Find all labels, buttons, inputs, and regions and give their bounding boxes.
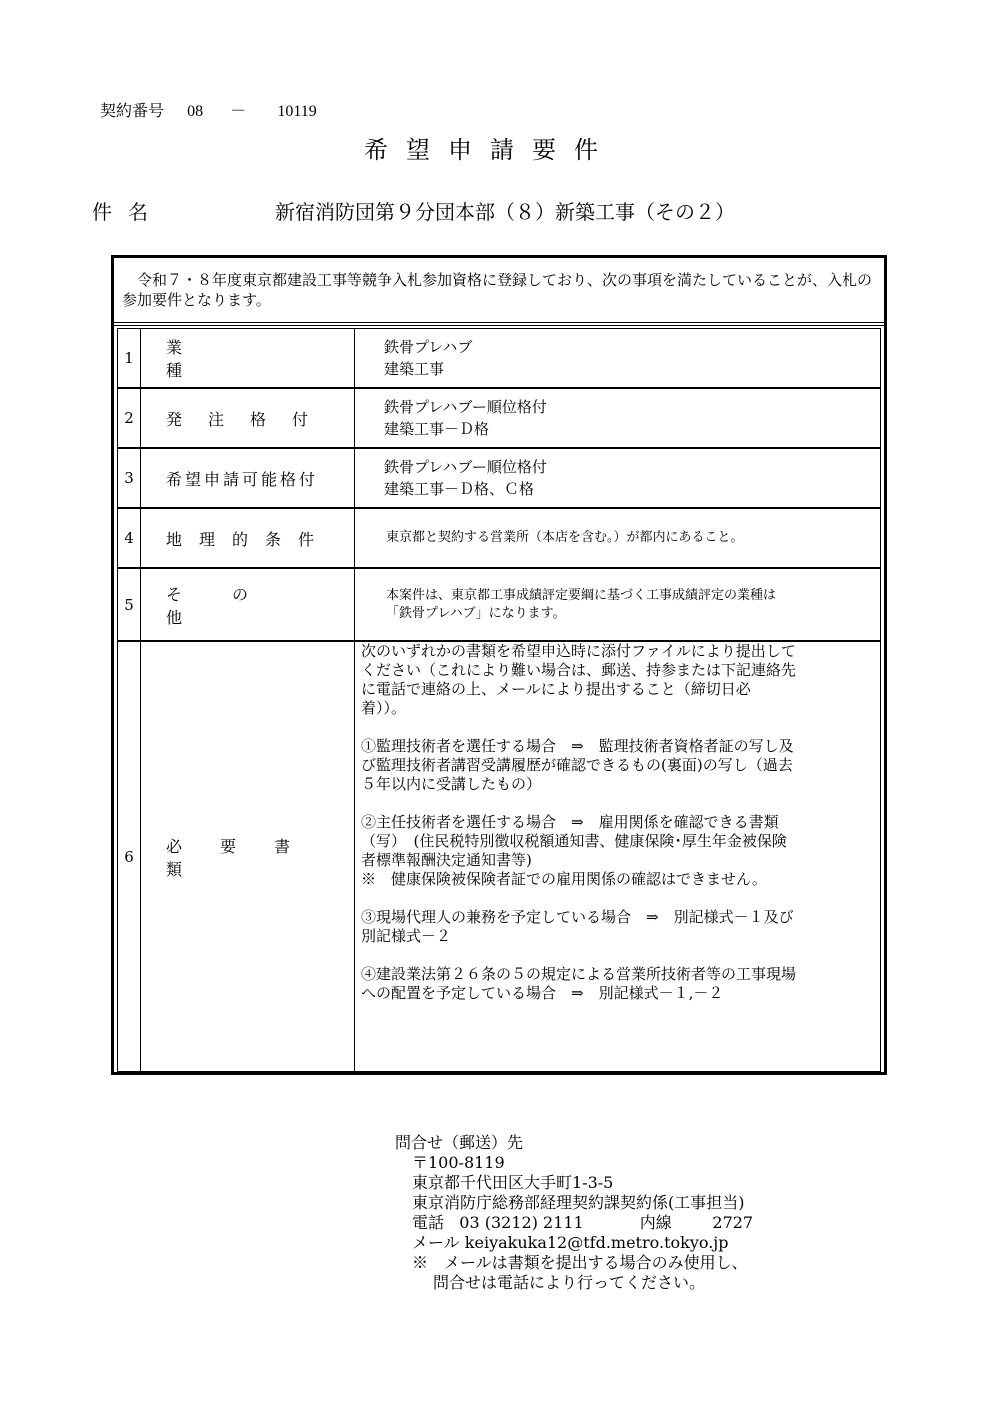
subject-label: 件名 xyxy=(92,200,164,224)
row-value xyxy=(358,389,880,447)
row-item xyxy=(140,509,355,567)
doc-line: ください（これにより難い場合は、郵送、持参または下記連絡先 xyxy=(361,661,797,679)
doc-line: ①監理技術者を選任する場合 ⇒ 監理技術者資格者証の写し及 xyxy=(361,737,794,755)
doc-line: ④建設業法第２６条の５の規定による営業所技術者等の工事現場 xyxy=(361,965,797,983)
mail-address[interactable]: keiyakuka12@tfd.metro.tokyo.jp xyxy=(464,1233,729,1252)
contact-phone-line xyxy=(395,1213,753,1233)
row-number: 3 xyxy=(118,449,141,507)
contact-info xyxy=(395,1133,753,1293)
row-item xyxy=(140,569,355,640)
row-number: 5 xyxy=(118,569,141,640)
contact-dept: 東京消防庁総務部経理契約課契約係(工事担当) xyxy=(412,1193,745,1212)
row-value xyxy=(358,509,880,567)
doc-line: び監理技術者講習受講履歴が確認できるもの(裏面)の写し（過去 xyxy=(361,756,793,774)
divider xyxy=(114,325,884,326)
doc-line: ③現場代理人の兼務を予定している場合 ⇒ 別記様式－１及び xyxy=(361,908,794,926)
row-number: 4 xyxy=(118,509,141,567)
row-number: 2 xyxy=(118,389,141,447)
required-documents xyxy=(358,642,880,1022)
doc-line: 者標準報酬決定通知書等) xyxy=(361,851,532,869)
table-row xyxy=(117,388,881,448)
doc-line: （写） (住民税特別徴収税額通知書、健康保険･厚生年金被保険 xyxy=(361,832,787,850)
doc-line: 着））。 xyxy=(361,699,407,717)
table-row xyxy=(117,448,881,508)
subject-value: 新宿消防団第９分団本部（８）新築工事（その２） xyxy=(275,200,735,224)
row-item xyxy=(140,389,355,447)
row-number: 6 xyxy=(118,642,141,1071)
ext-label: 内線 xyxy=(639,1213,672,1232)
contract-number-dash: － xyxy=(230,101,247,120)
row-item-label: 発注格付 xyxy=(166,409,335,429)
row-value xyxy=(358,569,880,640)
row-value-line: 鉄骨プレハブー順位格付 xyxy=(384,398,547,416)
doc-line: ※ 健康保険被保険者証での雇用関係の確認はできません。 xyxy=(361,870,767,888)
row-item-label: 希望申請可能格付 xyxy=(166,469,319,489)
phone-number: 03 (3212) 2111 xyxy=(459,1213,584,1232)
contract-number-value: 10119 xyxy=(277,103,317,120)
row-value-line: 本案件は、東京都工事成績評定要綱に基づく工事成績評定の業種は xyxy=(386,587,777,603)
table-row xyxy=(117,508,881,568)
row-value-line: 建築工事－Ｄ格 xyxy=(384,420,490,438)
table-row xyxy=(117,328,881,388)
row-value xyxy=(358,329,880,387)
doc-paragraph xyxy=(361,642,872,718)
row-value-line: 鉄骨プレハブ xyxy=(384,338,473,356)
contact-note: 問合せは電話により行ってください。 xyxy=(433,1273,706,1292)
contract-number xyxy=(100,98,317,121)
doc-line: への配置を予定している場合 ⇒ 別記様式－１,－２ xyxy=(361,984,724,1002)
mail-label: メール xyxy=(412,1233,460,1252)
row-value-line: 鉄骨プレハブー順位格付 xyxy=(384,458,547,476)
row-item-label: 業種 xyxy=(166,338,303,380)
row-item-label: 地理的条件 xyxy=(166,529,332,549)
contact-postal: 〒100-8119 xyxy=(412,1153,505,1172)
phone-label: 電話 xyxy=(412,1213,445,1232)
row-item-label: その他 xyxy=(166,584,299,627)
page-title: 希望申請要件 xyxy=(364,136,616,164)
intro-text: 令和７・８年度東京都建設工事等競争入札参加資格に登録しており、次の事項を満たしていることが、入札の参加要件となります。 xyxy=(122,271,873,309)
row-value-line: 建築工事－Ｄ格、Ｃ格 xyxy=(384,480,535,498)
doc-paragraph xyxy=(361,813,872,889)
row-item-label: 必要書類 xyxy=(166,836,329,879)
contact-mail-line xyxy=(395,1233,753,1253)
doc-line: 次のいずれかの書類を希望申込時に添付ファイルにより提出して xyxy=(361,642,796,660)
row-item xyxy=(140,642,355,1071)
contact-heading: 問合せ（郵送）先 xyxy=(395,1133,524,1152)
contact-address: 東京都千代田区大手町1-3-5 xyxy=(412,1173,614,1192)
table-row xyxy=(117,641,881,1072)
doc-line: ②主任技術者を選任する場合 ⇒ 雇用関係を確認できる書類 xyxy=(361,813,779,831)
doc-paragraph xyxy=(361,908,872,946)
ext-number: 2727 xyxy=(712,1213,754,1232)
row-value xyxy=(358,449,880,507)
row-value-line: 建築工事 xyxy=(384,360,445,378)
doc-line: ５年以内に受講したもの） xyxy=(361,775,542,793)
row-value-line: 東京都と契約する営業所（本店を含む。）が都内にあること。 xyxy=(386,530,744,545)
row-item xyxy=(140,329,355,387)
doc-line: 別記様式－２ xyxy=(361,927,452,945)
contract-number-prefix: 08 xyxy=(187,103,204,120)
table-row xyxy=(117,568,881,641)
contact-note: ※ メールは書類を提出する場合のみ使用し、 xyxy=(412,1253,748,1272)
doc-paragraph xyxy=(361,965,872,1003)
doc-line: に電話で連絡の上、メールにより提出すること（締切日必 xyxy=(361,680,751,698)
row-item xyxy=(140,449,355,507)
divider xyxy=(114,322,884,323)
contract-number-label: 契約番号 xyxy=(100,101,165,120)
requirements-table xyxy=(111,255,887,1075)
row-value-line: 「鉄骨プレハブ」になります。 xyxy=(386,605,566,621)
row-number: 1 xyxy=(118,329,141,387)
doc-paragraph xyxy=(361,737,872,794)
